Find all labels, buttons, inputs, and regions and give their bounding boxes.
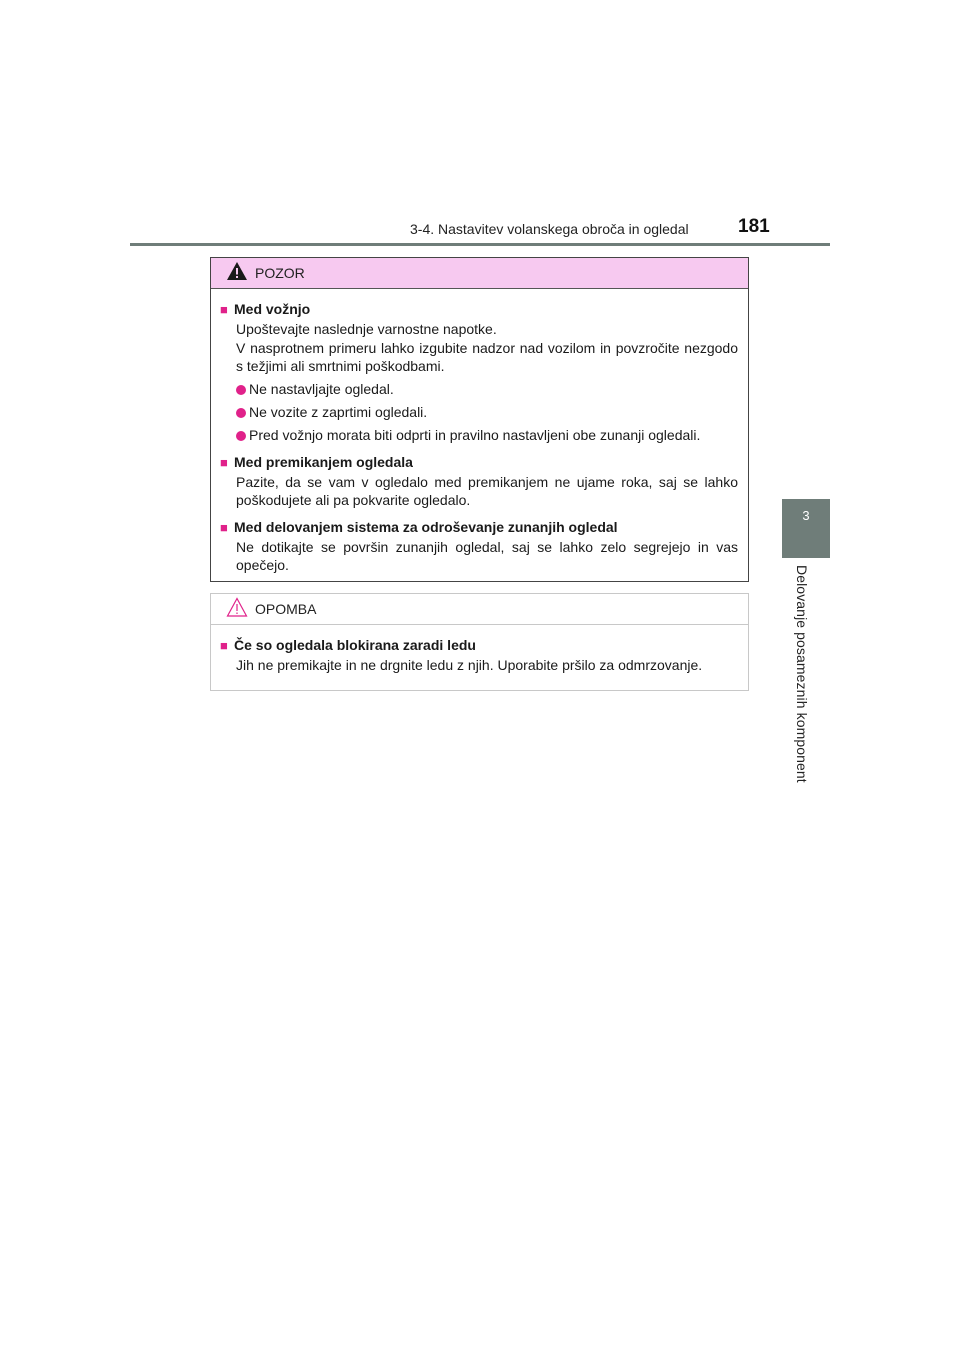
- chapter-title: Delovanje posameznih komponent: [794, 565, 810, 783]
- heading-text: Med premikanjem ogledala: [234, 454, 413, 470]
- list-item: [220, 380, 738, 398]
- warning-box: [210, 257, 749, 582]
- warning-body: [211, 289, 748, 574]
- paragraph: Upoštevajte naslednje varnostne napotke.: [236, 321, 497, 337]
- section-heading: [220, 300, 738, 319]
- list-item-text: Ne nastavljajte ogledal.: [249, 381, 394, 397]
- section-heading: [220, 636, 738, 655]
- warning-header: [211, 258, 748, 289]
- circle-bullet-icon: [236, 408, 246, 418]
- page-number: 181: [738, 216, 770, 237]
- paragraph: Pazite, da se vam v ogledalo med premikanjem ne ujame roka, saj se lahko poškodujete ali pa pokvarite ogledalo.: [236, 474, 738, 508]
- heading-text: Med delovanjem sistema za odroševanje zunanjih ogledal: [234, 519, 618, 535]
- header-divider: [130, 243, 830, 246]
- note-box: [210, 593, 749, 691]
- square-bullet-icon: ■: [220, 520, 228, 535]
- list-item-text: Pred vožnjo morata biti odprti in pravilno nastavljeni obe zunanji ogledali.: [249, 427, 701, 443]
- circle-bullet-icon: [236, 385, 246, 395]
- circle-bullet-icon: [236, 431, 246, 441]
- heading-text: Med vožnjo: [234, 301, 311, 317]
- list-item: [220, 403, 738, 421]
- note-body: [211, 625, 748, 674]
- warning-filled-icon: [226, 261, 248, 286]
- section-title: 3-4. Nastavitev volanskega obroča in ogledal: [410, 221, 689, 237]
- note-header: [211, 594, 748, 625]
- square-bullet-icon: ■: [220, 455, 228, 470]
- square-bullet-icon: ■: [220, 638, 228, 653]
- list-item-text: Ne vozite z zaprtimi ogledali.: [249, 404, 428, 420]
- square-bullet-icon: ■: [220, 302, 228, 317]
- paragraph: Ne dotikajte se površin zunanjih ogledal, saj se lahko zelo segrejejo in vas opečejo.: [236, 539, 738, 573]
- chapter-number: 3: [802, 508, 810, 523]
- note-title: OPOMBA: [255, 601, 317, 617]
- section-heading: [220, 518, 738, 537]
- paragraph: V nasprotnem primeru lahko izgubite nadzor nad vozilom in povzročite nezgodo s težjimi ali smrtnimi poškodbami.: [236, 340, 738, 374]
- list-item: [220, 426, 738, 444]
- paragraph: Jih ne premikajte in ne drgnite ledu z njih. Uporabite pršilo za odmrzovanje.: [236, 657, 703, 673]
- warning-outline-icon: [226, 597, 248, 622]
- heading-text: Če so ogledala blokirana zaradi ledu: [234, 637, 476, 653]
- warning-title: POZOR: [255, 265, 305, 281]
- section-heading: [220, 453, 738, 472]
- chapter-tab: [782, 499, 830, 558]
